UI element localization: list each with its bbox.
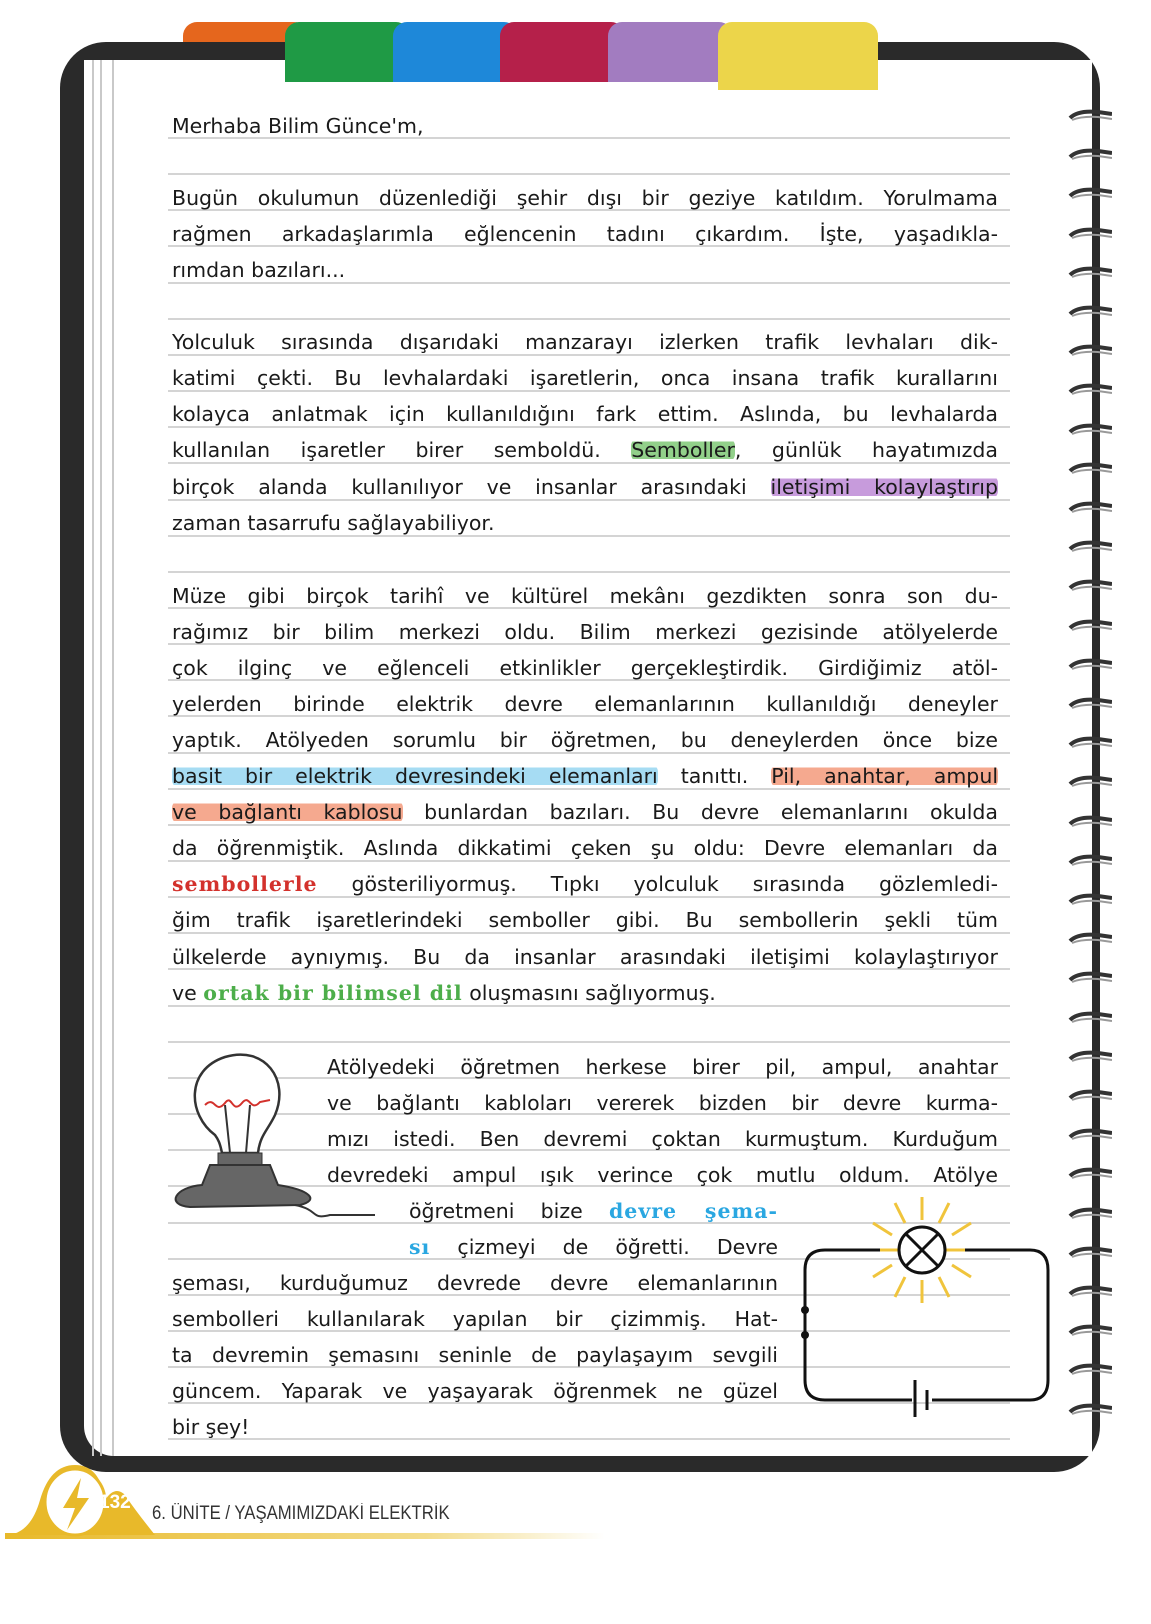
diary-line [172,324,998,360]
diary-line [172,614,998,650]
spiral-ring [1068,226,1112,240]
text-segment: , günlük hayatımızda [734,438,998,462]
text-segment: çok ilginç ve eğlenceli etkinlikler gerçekleştirdik. Girdiğimiz atöl- [172,656,998,680]
spiral-ring [1068,1127,1112,1141]
diary-line [172,469,998,505]
text-segment: oluşmasını sağlıyormuş. [462,981,716,1005]
text-segment: tanıttı. [657,764,772,788]
spiral-ring [1068,265,1112,279]
diary-line [409,1229,778,1265]
diary-line [172,360,998,396]
text-segment: çizmeyi de öğretti. Devre [430,1235,778,1259]
notebook-tab [500,22,625,82]
spiral-ring [1068,343,1112,357]
text-segment: rımdan bazıları... [172,258,346,282]
text-segment: Merhaba Bilim Günce'm, [172,114,424,138]
text-segment: rağmen arkadaşlarımla eğlencenin tadını çıkardım. İşte, yaşadıkla- [172,222,998,246]
diary-line [172,722,998,758]
spiral-ring [1068,1088,1112,1102]
text-segment: yaptık. Atölyeden sorumlu bir öğretmen, bu deneylerden önce bize [172,728,998,752]
spiral-ring [1068,1323,1112,1337]
ruled-line [168,318,1010,320]
spiral-ring [1068,1206,1112,1220]
lightbulb-icon [170,1045,385,1225]
spiral-ring [1068,422,1112,436]
diary-line [172,108,998,144]
spiral-ring [1068,814,1112,828]
spiral-ring [1068,853,1112,867]
text-segment: rağımız bir bilim merkezi oldu. Bilim merkezi gezisinde atölyelerde [172,620,998,644]
diary-line [172,830,998,866]
diary-line [172,505,998,541]
spiral-ring [1068,657,1112,671]
diary-line [172,794,998,830]
spiral-ring [1068,1166,1112,1180]
text-segment: ve bağlantı kabloları vererek bizden bir devre kurma- [327,1091,998,1115]
text-segment: kolayca anlatmak için kullanıldığını fark ettim. Aslında, bu levhalarda [172,402,998,426]
diary-line [172,902,998,938]
text-segment: katimi çekti. Bu levhalardaki işaretlerin, onca insana trafik kurallarını [172,366,998,390]
margin-line [100,60,102,1456]
spiral-ring [1068,108,1112,122]
margin-line [112,60,114,1456]
spiral-ring [1068,735,1112,749]
spiral-ring [1068,304,1112,318]
diary-line [172,578,998,614]
text-segment: Müze gibi birçok tarihî ve kültürel mekânı gezdikten sonra son du- [172,584,998,608]
text-segment: yelerden birinde elektrik devre elemanlarının kullanıldığı deneyler [172,692,998,716]
highlighted-text: ve bağlantı kablosu [172,800,403,824]
diary-line [172,758,998,794]
highlighted-text: devre şema- [608,1199,778,1223]
circuit-diagram [795,1195,1060,1420]
text-segment: kullanılan işaretler birer semboldü. [172,438,632,462]
text-segment: şeması, kurduğumuz devrede devre elemanlarının [172,1271,778,1295]
diary-line [172,432,998,468]
spiral-ring [1068,1049,1112,1063]
text-segment: Bugün okulumun düzenlediği şehir dışı bir geziye katıldım. Yorulmama [172,186,998,210]
highlighted-text: sı [409,1235,431,1259]
spiral-ring [1068,1362,1112,1376]
diary-line [172,866,998,902]
text-segment: ğim trafik işaretlerindeki semboller gibi. Bu sembollerin şekli tüm [172,908,998,932]
diary-line [172,216,998,252]
highlighted-text: basit bir elektrik devresindeki elemanları [172,764,658,788]
margin-line [92,60,94,1456]
spiral-ring [1068,382,1112,396]
diary-line [327,1121,998,1157]
text-segment: ülkelerde aynıymış. Bu da insanlar arasındaki iletişimi kolaylaştırıyor [172,945,998,969]
diary-line [172,939,998,975]
highlighted-text: Pil, anahtar, ampul [771,764,998,788]
text-segment: bir şey! [172,1415,250,1439]
diary-line [172,650,998,686]
ruled-line [168,571,1010,573]
spiral-ring [1068,461,1112,475]
text-segment: ve [172,981,204,1005]
text-segment: ta devremin şemasını seninle de paylaşayım sevgili [172,1343,778,1367]
diary-line [327,1085,998,1121]
diary-line [172,686,998,722]
text-segment: güncem. Yaparak ve yaşayarak öğrenmek ne güzel [172,1379,778,1403]
spiral-ring [1068,1010,1112,1024]
ruled-line [168,1041,1010,1043]
unit-title: 6. ÜNİTE / YAŞAMIMIZDAKİ ELEKTRİK [152,1503,450,1524]
text-segment: zaman tasarrufu sağlayabiliyor. [172,511,495,535]
diary-line [172,1373,778,1409]
spiral-ring [1068,1284,1112,1298]
highlighted-text: Semboller [631,438,735,462]
highlighted-text: iletişimi kolaylaştırıp [770,475,998,499]
diary-line [327,1157,998,1193]
spiral-ring [1068,970,1112,984]
text-segment: da öğrenmiştik. Aslında dikkatimi çeken şu oldu: Devre elemanları da [172,836,998,860]
spiral-ring [1068,618,1112,632]
notebook-tab [718,22,878,90]
text-segment: mızı istedi. Ben devremi çoktan kurmuştum. Kurduğum [327,1127,998,1151]
diary-line [172,1265,778,1301]
diary-line [172,180,998,216]
notebook-tab [285,22,410,82]
highlighted-text: sembollerle [172,872,318,896]
switch-terminal [801,1331,809,1339]
spiral-ring [1068,539,1112,553]
diary-line [172,252,998,288]
spiral-ring [1068,892,1112,906]
spiral-ring [1068,147,1112,161]
spiral-ring [1068,774,1112,788]
highlighted-text: ortak bir bilimsel dil [203,981,463,1005]
spiral-ring [1068,1245,1112,1259]
text-segment: devredeki ampul ışık verince çok mutlu oldum. Atölye [327,1163,998,1187]
spiral-ring [1068,578,1112,592]
spiral-ring [1068,1402,1112,1416]
diary-line [409,1193,778,1229]
spiral-ring [1068,186,1112,200]
text-segment: öğretmeni bize [409,1199,609,1223]
diary-line [172,1301,778,1337]
diary-line [172,975,998,1011]
page-number: 132 [99,1492,131,1513]
switch-terminal [801,1306,809,1314]
spiral-ring [1068,696,1112,710]
spiral-ring [1068,931,1112,945]
ruled-line [168,173,1010,175]
diary-line [327,1049,998,1085]
text-segment: Yolculuk sırasında dışarıdaki manzarayı izlerken trafik levhaları dik- [172,330,998,354]
diary-line [172,396,998,432]
text-segment: bunlardan bazıları. Bu devre elemanlarını okulda [402,800,998,824]
text-segment: birçok alanda kullanılıyor ve insanlar arasındaki [172,475,771,499]
text-segment: Atölyedeki öğretmen herkese birer pil, ampul, anahtar [327,1055,998,1079]
spiral-ring [1068,500,1112,514]
notebook-tab [608,22,733,82]
lightning-icon [5,1460,155,1540]
text-segment: gösteriliyormuş. Tıpkı yolculuk sırasında gözlemledi- [317,872,998,896]
text-segment: sembolleri kullanılarak yapılan bir çizimmiş. Hat- [172,1307,778,1331]
diary-line [172,1337,778,1373]
